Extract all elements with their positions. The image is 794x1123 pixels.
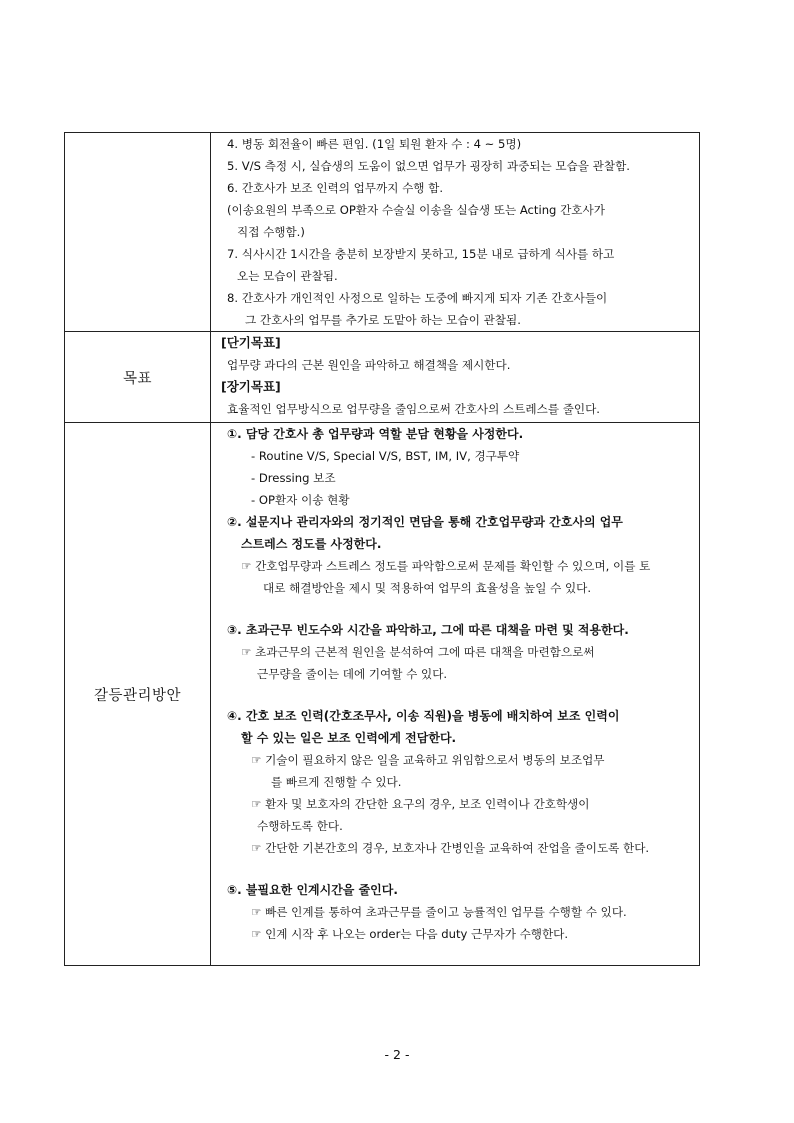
page-number: - 2 - (384, 1047, 410, 1062)
observation-label-cell (65, 133, 211, 332)
plan-item-1-sub: - Dressing 보조 (251, 471, 336, 485)
goal-label: 목표 (65, 332, 211, 423)
plan-item-5-note: ☞ 인계 시작 후 나오는 order는 다음 duty 근무자가 수행한다. (251, 927, 569, 941)
plan-table (64, 132, 700, 966)
observation-line: 8. 간호사가 개인적인 사정으로 일하는 도중에 빠지게 되자 기존 간호사들이 (227, 291, 608, 305)
long-term-goal-heading: [장기목표] (221, 379, 281, 394)
goal-content-cell (211, 332, 700, 423)
plan-item-2-title-cont: 스트레스 정도를 사정한다. (241, 537, 382, 551)
plan-row (65, 423, 700, 966)
plan-item-3-note: ☞ 초과근무의 근본적 원인을 분석하여 그에 따른 대책을 마련함으로써 (241, 645, 595, 659)
plan-item-4-title: ④. 간호 보조 인력(간호조무사, 이송 직원)을 병동에 배치하여 보조 인력이 (227, 709, 620, 723)
observation-line: 4. 병동 회전율이 빠른 편임. (1일 퇴원 환자 수 : 4 ~ 5명) (227, 137, 522, 151)
plan-item-2-title: ②. 설문지나 관리자와의 정기적인 면담을 통해 간호업무량과 간호사의 업무 (227, 515, 623, 529)
observation-line: 그 간호사의 업무를 추가로 도맡아 하는 모습이 관찰됨. (245, 313, 521, 327)
plan-item-4-note-cont: 수행하도록 한다. (257, 819, 343, 833)
spacer (227, 685, 693, 705)
spacer (227, 859, 693, 879)
observation-line: (이송요원의 부족으로 OP환자 수술실 이송을 실습생 또는 Acting 간호사가 (227, 203, 605, 217)
plan-item-1-sub: - Routine V/S, Special V/S, BST, IM, IV, 경구투약 (251, 449, 520, 463)
plan-item-4-note: ☞ 간단한 기본간호의 경우, 보호자나 간병인을 교육하여 잔업을 줄이도록 한다. (251, 841, 650, 855)
plan-item-4-title-cont: 할 수 있는 일은 보조 인력에게 전담한다. (241, 731, 457, 745)
plan-item-1-sub: - OP환자 이송 현황 (251, 493, 350, 507)
spacer (227, 599, 693, 619)
observation-row (65, 133, 700, 332)
observation-line: 오는 모습이 관찰됨. (237, 269, 338, 283)
observation-line: 직접 수행함.) (237, 225, 305, 239)
short-term-goal-heading: [단기목표] (221, 335, 281, 350)
observation-line: 6. 간호사가 보조 인력의 업무까지 수행 함. (227, 181, 444, 195)
plan-item-5-note: ☞ 빠른 인계를 통하여 초과근무를 줄이고 능률적인 업무를 수행할 수 있다. (251, 905, 627, 919)
observation-line: 7. 식사시간 1시간을 충분히 보장받지 못하고, 15분 내로 급하게 식사를 하고 (227, 247, 615, 261)
plan-item-3-note-cont: 근무량을 줄이는 데에 기여할 수 있다. (257, 667, 448, 681)
long-term-goal-text: 효율적인 업무방식으로 업무량을 줄임으로써 간호사의 스트레스를 줄인다. (227, 402, 600, 416)
plan-item-1-title: ①. 담당 간호사 총 업무량과 역할 분담 현황을 사정한다. (227, 427, 524, 441)
plan-item-3-title: ③. 초과근무 빈도수와 시간을 파악하고, 그에 따른 대책을 마련 및 적용한다. (227, 623, 629, 637)
plan-item-5-title: ⑤. 불필요한 인계시간을 줄인다. (227, 883, 398, 897)
short-term-goal-text: 업무량 과다의 근본 원인을 파악하고 해결책을 제시한다. (227, 358, 511, 372)
plan-content-cell (211, 423, 700, 966)
plan-item-2-note: ☞ 간호업무량과 스트레스 정도를 파악함으로써 문제를 확인할 수 있으며, 이를 토 (241, 559, 651, 573)
plan-item-2-note-cont: 대로 해결방안을 제시 및 적용하여 업무의 효율성을 높일 수 있다. (263, 581, 592, 595)
goal-row (65, 332, 700, 423)
plan-item-4-note: ☞ 기술이 필요하지 않은 일을 교육하고 위임함으로서 병동의 보조업무 (251, 753, 605, 767)
plan-label: 갈등관리방안 (65, 423, 211, 966)
plan-item-4-note: ☞ 환자 및 보호자의 간단한 요구의 경우, 보조 인력이나 간호학생이 (251, 797, 590, 811)
observation-line: 5. V/S 측정 시, 실습생의 도움이 없으면 업무가 굉장히 과중되는 모습을 관찰함. (227, 159, 630, 173)
observation-content-cell (211, 133, 700, 332)
plan-item-4-note-cont: 를 빠르게 진행할 수 있다. (271, 775, 402, 789)
